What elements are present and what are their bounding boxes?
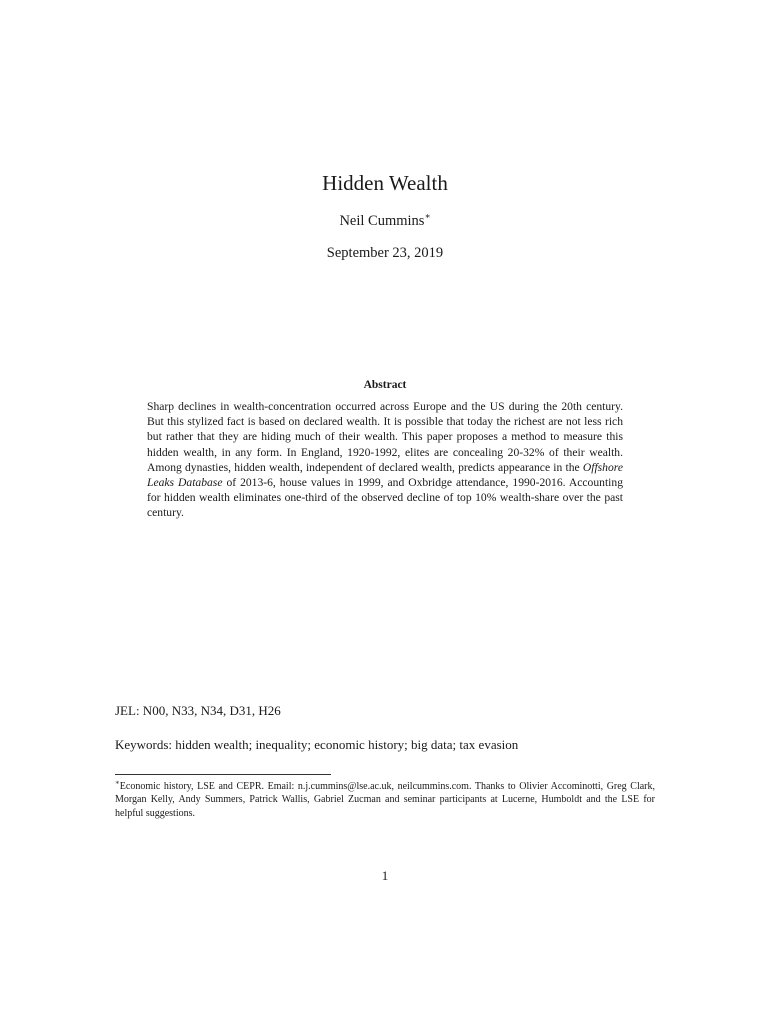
jel-codes: JEL: N00, N33, N34, D31, H26	[115, 703, 281, 718]
author-footnote-mark: ∗	[424, 211, 431, 222]
keywords: Keywords: hidden wealth; inequality; economic history; big data; tax evasion	[115, 737, 519, 752]
footnote-mark: ∗	[115, 778, 120, 787]
footnote	[115, 780, 655, 820]
page-number: 1	[381, 868, 389, 883]
abstract-body	[147, 399, 623, 521]
footnote-text: Economic history, LSE and CEPR. Email: n.j.cummins@lse.ac.uk, neilcummins.com. Thanks to Olivier Accominotti, Greg Clark, Morgan Kelly, Andy Summers, Patrick Wallis, Gabriel Zucman and seminar participants at Lucerne, Humboldt and the LSE for helpful suggestions.	[115, 781, 655, 819]
author-line	[0, 211, 770, 231]
abstract-text-part-1: Sharp declines in wealth-concentration occurred across Europe and the US during the 20th century. But this stylized fact is based on declared wealth. It is possible that today the richest are not less rich but rather that they are hiding much of their wealth. This paper proposes a method to measure this hidden wealth, in any form. In England, 1920-1992, elites are concealing 20-32% of their wealth. Among dynasties, hidden wealth, independent of declared wealth, predicts appearance in the	[147, 400, 623, 474]
footnote-divider	[115, 774, 331, 775]
abstract-italic-database: Offshore Leaks Database	[147, 460, 623, 490]
author-name: Neil Cummins	[339, 213, 425, 229]
abstract-heading: Abstract	[363, 379, 407, 391]
abstract-text-part-2: of 2013-6, house values in 1999, and Oxbridge attendance, 1990-2016. Accounting for hidden wealth eliminates one-third of the observed decline of top 10% wealth-share over the past century.	[147, 476, 623, 520]
paper-title: Hidden Wealth	[322, 171, 448, 195]
paper-date: September 23, 2019	[326, 245, 444, 261]
